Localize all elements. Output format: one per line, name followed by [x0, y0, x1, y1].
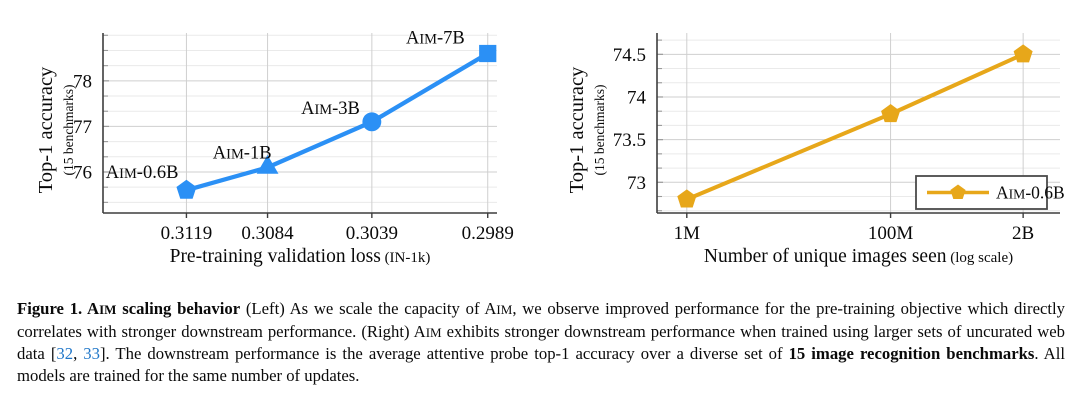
gridlines	[103, 33, 497, 213]
y-tick-label: 73	[627, 172, 646, 194]
caption-segment: Figure 1.	[17, 299, 88, 318]
figure-caption	[17, 298, 1065, 386]
y-axis-label: Top-1 accuracy	[35, 66, 57, 194]
data-series	[106, 29, 497, 199]
y-axis-label: Top-1 accuracy	[566, 66, 588, 194]
x-tick-label: 0.3119	[160, 223, 213, 244]
caption-segment: exhibits stronger downstream performance when trained using larger sets of uncurated web data [	[17, 321, 1065, 364]
caption-segment: ,	[73, 344, 84, 364]
legend-label: AIM-0.6B	[996, 182, 1065, 203]
citation-link[interactable]: 32	[56, 344, 74, 364]
data-point-marker	[176, 180, 196, 199]
y-tick-label: 77	[73, 116, 92, 138]
citation-link[interactable]: 33	[83, 344, 100, 364]
small-caps-text: IM	[496, 302, 513, 317]
x-tick-label: 2B	[1012, 223, 1035, 244]
series-line	[186, 54, 487, 191]
caption-segment: ]. The downstream performance is the average attentive probe top-1 accuracy over a diverse set of	[99, 344, 789, 364]
point-label: AIM-0.6B	[105, 163, 179, 184]
x-tick-label: 1M	[673, 223, 700, 244]
data-point-marker	[362, 112, 381, 131]
axes	[35, 33, 514, 267]
legend	[916, 176, 1065, 209]
x-tick-label: 0.3039	[345, 223, 398, 244]
y-axis-sublabel: (15 benchmarks)	[592, 84, 607, 176]
small-caps-text: IM	[425, 324, 442, 340]
caption-segment: AIM	[87, 299, 117, 318]
caption-segment: scaling behavior	[116, 299, 241, 318]
data-point-marker	[1014, 44, 1033, 62]
caption-segment: AIM	[484, 299, 513, 318]
x-axis-label: Number of unique images seen (log scale)	[703, 246, 1014, 267]
data-point-marker	[881, 104, 900, 122]
left-chart	[35, 29, 514, 267]
caption-segment: AIM	[413, 321, 442, 341]
caption-segment: 15 image recognition benchmarks	[788, 344, 1035, 364]
x-tick-label: 0.3084	[241, 223, 294, 244]
x-axis-label: Pre-training validation loss (IN-1k)	[169, 246, 431, 267]
y-tick-label: 74	[627, 87, 646, 109]
point-label: AIM-1B	[212, 143, 272, 164]
y-tick-label: 73.5	[612, 130, 646, 152]
caption-segment: . All models are trained for the same number of updates.	[17, 344, 1065, 385]
point-label: AIM-3B	[301, 98, 360, 119]
right-chart	[566, 33, 1065, 267]
caption-segment: (Left) As we scale the capacity of	[240, 299, 485, 318]
caption-segment: , we observe improved performance for the pre-training objective which directly correlates with stronger downstream performance. (Right)	[17, 299, 1066, 341]
data-point-marker	[677, 189, 696, 207]
data-point-marker	[479, 45, 496, 62]
x-tick-label: 0.2989	[461, 223, 514, 244]
y-tick-label: 74.5	[612, 44, 646, 66]
point-label: AIM-7B	[405, 28, 465, 49]
y-axis-sublabel: (15 benchmarks)	[61, 84, 76, 176]
small-caps-text: IM	[99, 302, 117, 317]
y-tick-label: 78	[73, 71, 92, 93]
x-tick-label: 100M	[867, 223, 914, 244]
y-tick-label: 76	[73, 162, 92, 184]
